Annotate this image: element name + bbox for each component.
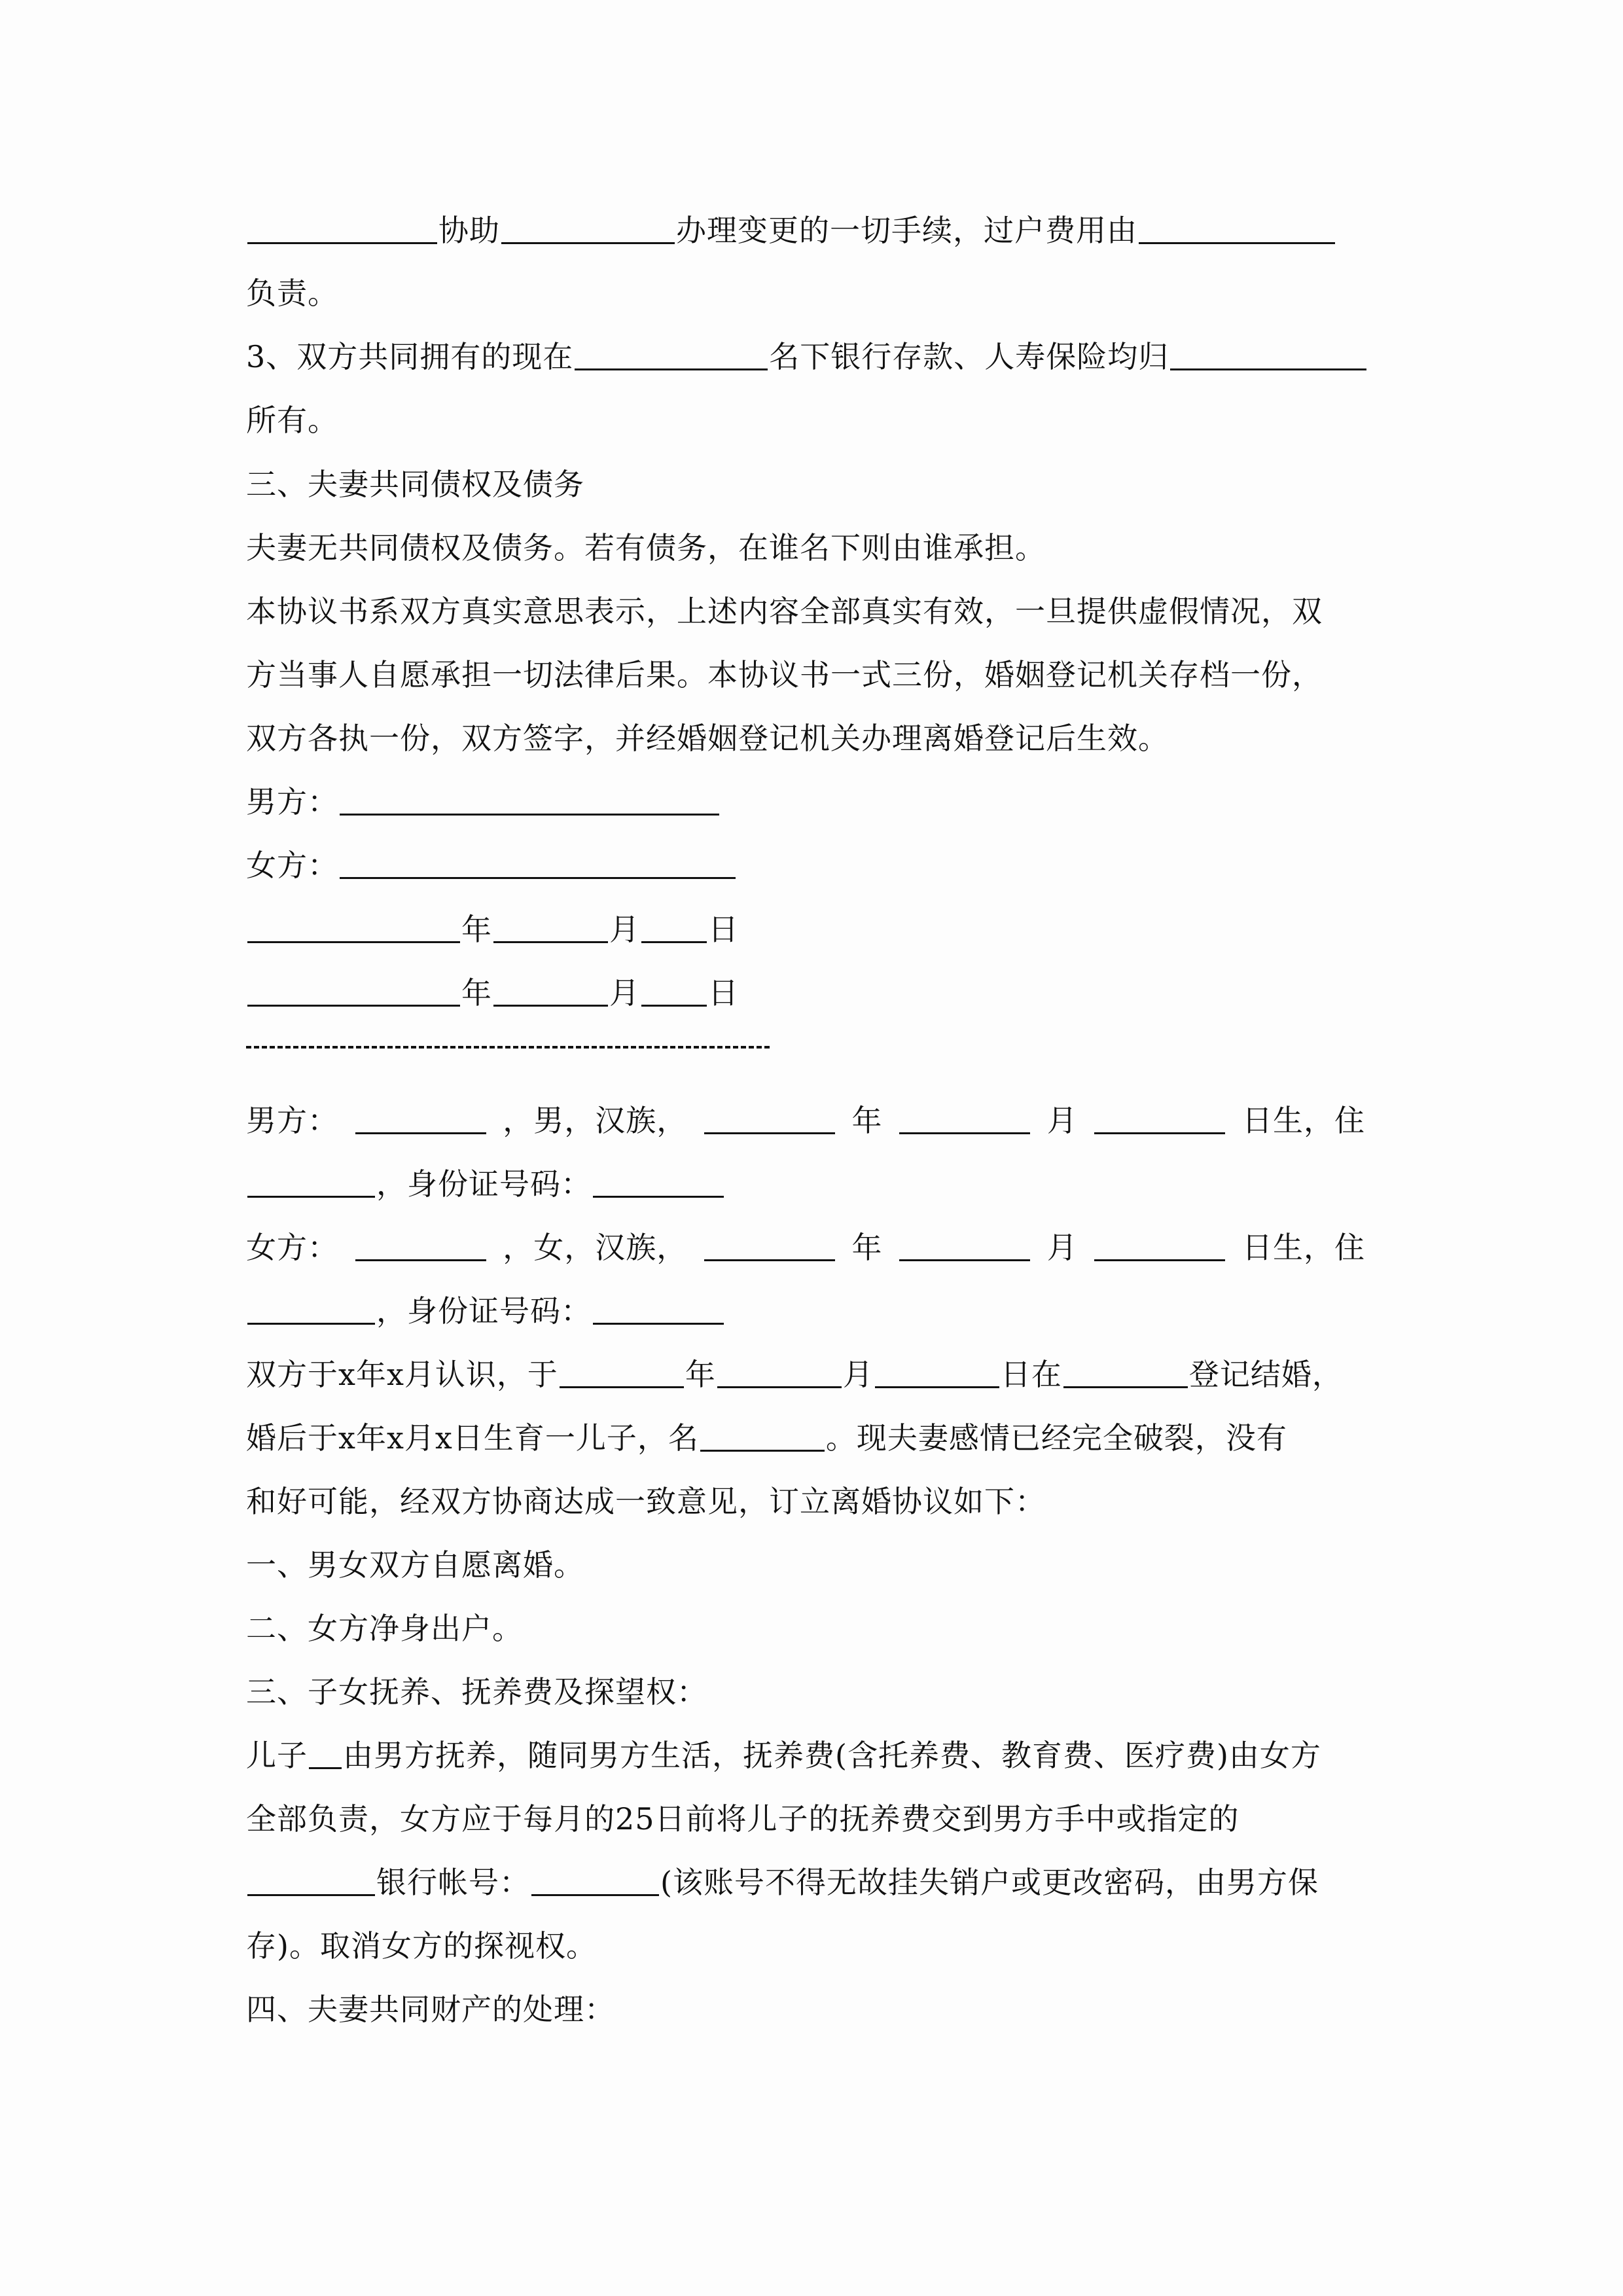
blank-field[interactable] (355, 1221, 486, 1261)
male-signature-field[interactable] (340, 776, 719, 816)
bank-name-field[interactable] (247, 1856, 375, 1896)
blank-field[interactable] (501, 204, 675, 244)
blank-field[interactable] (1063, 1348, 1188, 1388)
text: 日生，住 (1242, 1230, 1365, 1265)
paragraph-line: 夫妻无共同债权及债务。若有债务，在谁名下则由谁承担。 (246, 530, 1046, 565)
text: ，男，汉族， (503, 1103, 688, 1138)
divider (246, 1046, 770, 1049)
account-number-field[interactable] (531, 1856, 659, 1896)
clause-item: 四、夫妻共同财产的处理： (246, 1992, 615, 2027)
blank-field[interactable] (899, 1221, 1030, 1261)
clause-item: 一、男女双方自愿离婚。 (246, 1547, 584, 1583)
text: 男方： (246, 1103, 338, 1138)
text: 年 (461, 975, 492, 1011)
section-heading: 三、夫妻共同债权及债务 (246, 467, 584, 502)
text: 双方于x年x月认识，于 (246, 1357, 558, 1392)
blank-field[interactable] (1170, 331, 1366, 370)
female-signature-field[interactable] (340, 839, 736, 879)
text: 月 (842, 1357, 874, 1392)
text: 日 (708, 975, 739, 1011)
blank-field[interactable] (704, 1221, 835, 1261)
text: 登记结婚， (1188, 1357, 1343, 1392)
blank-field[interactable] (1094, 1221, 1225, 1261)
text: 月 (1046, 1230, 1078, 1265)
blank-field[interactable] (247, 204, 437, 244)
text: 银行帐号： (376, 1865, 530, 1900)
date-line (246, 903, 1385, 956)
text: 年 (685, 1357, 716, 1392)
blank-field[interactable] (355, 1094, 486, 1134)
text: 办理变更的一切手续，过户费用由 (676, 213, 1137, 248)
blank-field[interactable] (575, 331, 768, 370)
paragraph-line: 全部负责，女方应于每月的25日前将儿子的抚养费交到男方手中或指定的 (246, 1801, 1240, 1837)
blank-field[interactable] (309, 1729, 342, 1769)
paragraph-line: 和好可能，经双方协商达成一致意见，订立离婚协议如下： (246, 1484, 1046, 1519)
text: 名下银行存款、人寿保险均归 (769, 339, 1169, 374)
female-info-line (246, 1221, 1385, 1274)
text: 月 (609, 912, 640, 947)
text: ，身份证号码： (376, 1166, 592, 1202)
text: 日生，住 (1242, 1103, 1365, 1138)
bank-line (246, 1856, 1385, 1909)
text: ，女，汉族， (503, 1230, 688, 1265)
transfer-line (246, 204, 1385, 257)
female-id-line (246, 1285, 1385, 1337)
blank-field[interactable] (1139, 204, 1335, 244)
paragraph-line: 本协议书系双方真实意思表示，上述内容全部真实有效，一旦提供虚假情况，双 (246, 594, 1323, 629)
year-field[interactable] (247, 903, 460, 943)
male-info-line (246, 1094, 1385, 1147)
paragraph-line: 方当事人自愿承担一切法律后果。本协议书一式三份，婚姻登记机关存档一份， (246, 657, 1323, 692)
blank-field[interactable] (560, 1348, 684, 1388)
text: 。现夫妻感情已经完全破裂，没有 (825, 1420, 1287, 1456)
text: 年 (851, 1230, 883, 1265)
deposit-line (246, 331, 1385, 383)
day-field[interactable] (641, 967, 707, 1007)
text: 月 (1046, 1103, 1078, 1138)
text: ，身份证号码： (376, 1293, 592, 1329)
id-number-field[interactable] (593, 1285, 724, 1325)
text: 婚后于x年x月x日生育一儿子，名 (246, 1420, 699, 1456)
female-signature-line (246, 839, 1385, 891)
year-field[interactable] (247, 967, 460, 1007)
blank-field[interactable] (1094, 1094, 1225, 1134)
text: 年 (851, 1103, 883, 1138)
label: 女方： (246, 848, 338, 883)
day-field[interactable] (641, 903, 707, 943)
text: 年 (461, 912, 492, 947)
child-name-field[interactable] (700, 1412, 825, 1452)
marriage-line (246, 1348, 1385, 1401)
text: (该账号不得无故挂失销户或更改密码，由男方保 (660, 1865, 1319, 1900)
address-field[interactable] (247, 1285, 375, 1325)
custody-line (246, 1729, 1385, 1782)
blank-field[interactable] (899, 1094, 1030, 1134)
paragraph-line: 所有。 (246, 403, 338, 438)
male-signature-line (246, 776, 1385, 828)
text: 女方： (246, 1230, 338, 1265)
clause-item: 二、女方净身出户。 (246, 1611, 523, 1646)
id-number-field[interactable] (593, 1158, 724, 1198)
blank-field[interactable] (875, 1348, 999, 1388)
paragraph-line: 负责。 (246, 276, 338, 311)
text: 3、双方共同拥有的现在 (246, 339, 574, 374)
text: 协助 (438, 213, 500, 248)
month-field[interactable] (493, 903, 608, 943)
text: 由男方抚养，随同男方生活，抚养费(含托养费、教育费、医疗费)由女方 (343, 1738, 1321, 1773)
male-id-line (246, 1158, 1385, 1210)
child-line (246, 1412, 1385, 1464)
text: 儿子 (246, 1738, 308, 1773)
paragraph-line: 存)。取消女方的探视权。 (246, 1928, 597, 1964)
address-field[interactable] (247, 1158, 375, 1198)
label: 男方： (246, 784, 338, 819)
month-field[interactable] (493, 967, 608, 1007)
blank-field[interactable] (717, 1348, 842, 1388)
text: 日 (708, 912, 739, 947)
blank-field[interactable] (704, 1094, 835, 1134)
text: 日在 (1000, 1357, 1062, 1392)
paragraph-line: 双方各执一份，双方签字，并经婚姻登记机关办理离婚登记后生效。 (246, 721, 1169, 756)
clause-item: 三、子女抚养、抚养费及探望权： (246, 1674, 707, 1710)
text: 月 (609, 975, 640, 1011)
date-line (246, 967, 1385, 1019)
